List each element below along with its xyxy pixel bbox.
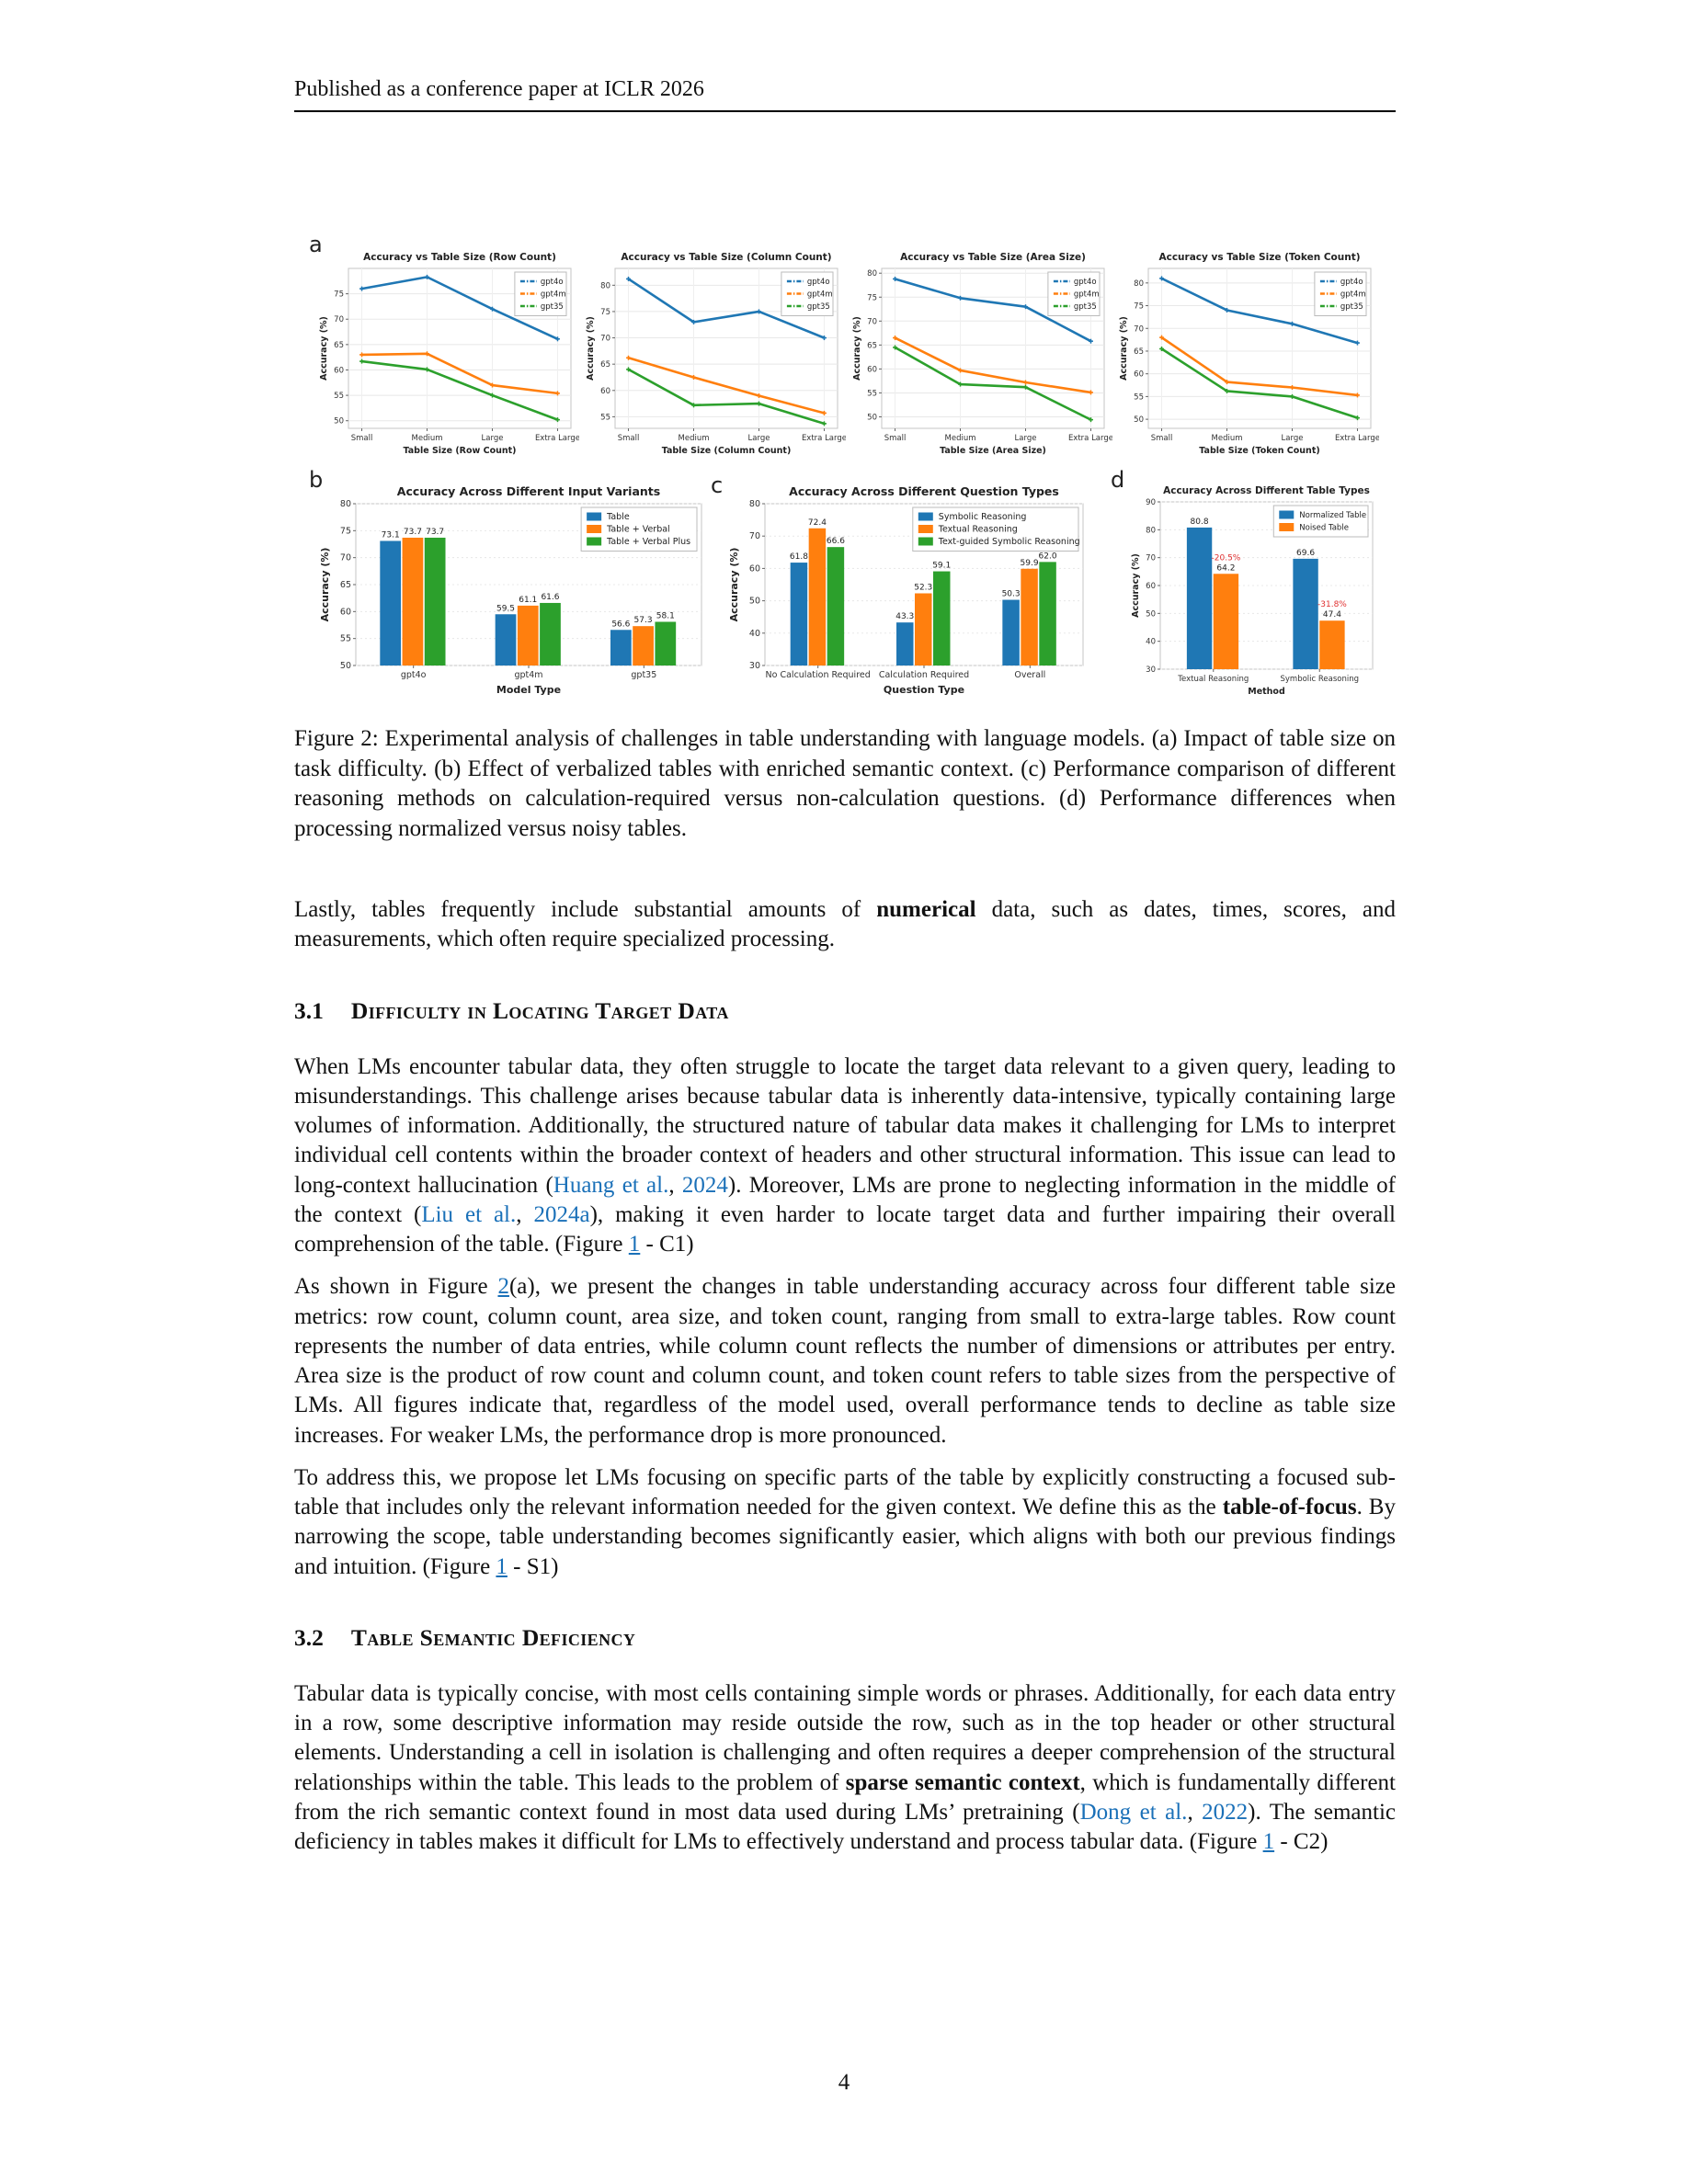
svg-text:Accuracy Across Different Inpu: Accuracy Across Different Input Variants — [396, 484, 661, 498]
text-segment: sparse semantic context — [845, 1769, 1080, 1795]
svg-text:70: 70 — [748, 531, 760, 542]
svg-text:75: 75 — [339, 526, 351, 537]
svg-text:60: 60 — [748, 563, 760, 574]
svg-text:Extra Large: Extra Large — [534, 434, 579, 443]
svg-text:69.6: 69.6 — [1296, 548, 1316, 558]
svg-text:55: 55 — [334, 392, 344, 402]
svg-text:75: 75 — [600, 307, 610, 317]
svg-text:66.6: 66.6 — [826, 537, 845, 547]
svg-text:65: 65 — [1134, 347, 1144, 357]
svg-text:80: 80 — [600, 281, 610, 291]
chart-canvas-token-count — [1117, 246, 1379, 460]
svg-text:80: 80 — [1134, 279, 1144, 289]
svg-text:65: 65 — [600, 360, 610, 370]
svg-text:73.1: 73.1 — [381, 530, 400, 540]
text-segment: , which is fundamentally different from the rich semantic context found in most data used during LMs’ pretraining ( — [294, 1769, 1396, 1825]
svg-text:Table + Verbal: Table + Verbal — [607, 524, 670, 535]
svg-text:Medium: Medium — [678, 434, 710, 443]
chart-accuracy-vs-token-count — [1117, 246, 1379, 460]
figure-ref-link[interactable]: 1 — [1262, 1829, 1275, 1854]
svg-text:30: 30 — [748, 661, 760, 671]
svg-text:75: 75 — [334, 290, 344, 300]
svg-text:Table Size (Token Count): Table Size (Token Count) — [1199, 446, 1320, 456]
text-segment: . By narrowing the scope, table understanding becomes significantly easier, which aligns with both our previous findings and intuition. (Figure — [294, 1495, 1396, 1579]
figure-2-caption — [294, 724, 1396, 844]
svg-text:62.0: 62.0 — [1038, 552, 1057, 562]
chart-canvas-area-size — [850, 246, 1112, 460]
text-segment: Figure 2: Experimental analysis of challenges in table understanding with language models. (a) Impact of table size on task difficulty. (b) Effect of verbalized tables with enriched semantic context. (c) Performance comparison of different reasoning methods on calculation-required versus non-calculation questions. (d) Performance differences when processing normalized versus noisy tables. — [294, 726, 1396, 841]
svg-text:61.1: 61.1 — [519, 595, 538, 605]
svg-text:-20.5%: -20.5% — [1211, 553, 1241, 563]
svg-text:50.3: 50.3 — [1001, 589, 1021, 599]
svg-text:gpt4m: gpt4m — [514, 670, 543, 680]
text-segment: data, such as dates, times, scores, and measurements, which often require specialized processing. — [294, 897, 1396, 952]
svg-text:60: 60 — [600, 386, 610, 396]
svg-text:Symbolic Reasoning: Symbolic Reasoning — [938, 512, 1027, 522]
svg-text:61.6: 61.6 — [541, 592, 560, 602]
svg-text:30: 30 — [1146, 665, 1156, 675]
svg-text:Symbolic Reasoning: Symbolic Reasoning — [1280, 675, 1360, 684]
running-head: Published as a conference paper at ICLR 2026 — [294, 77, 704, 101]
svg-text:Table: Table — [607, 512, 630, 522]
svg-text:gpt4m: gpt4m — [540, 290, 566, 300]
svg-text:Text-guided Symbolic Reasoning: Text-guided Symbolic Reasoning — [938, 537, 1080, 547]
svg-text:70: 70 — [1134, 324, 1144, 335]
svg-text:65: 65 — [339, 580, 351, 590]
header-rule — [294, 110, 1396, 112]
text-segment: table-of-focus — [1222, 1495, 1357, 1519]
svg-text:73.7: 73.7 — [403, 527, 422, 537]
svg-text:gpt35: gpt35 — [631, 670, 657, 680]
svg-text:gpt35: gpt35 — [1340, 302, 1363, 312]
svg-text:73.7: 73.7 — [426, 527, 445, 537]
svg-text:Large: Large — [1281, 434, 1304, 443]
page-number: 4 — [838, 2070, 850, 2095]
svg-text:Textual Reasoning: Textual Reasoning — [938, 524, 1018, 535]
section-title: Table Semantic Deficiency — [350, 1623, 636, 1651]
chart-canvas-input-variants — [317, 480, 713, 700]
svg-text:55: 55 — [867, 389, 877, 399]
text-segment: Tabular data is typically concise, with most cells containing simple words or phrases. Additionally, for each data entry in a row, some descriptive information may reside outside the row, such as in the top header or other structural elements. Understanding a cell in isolation is challenging and often requires a deeper comprehension of the structural relationships within the table. This leads to the problem of — [294, 1680, 1396, 1795]
svg-text:70: 70 — [1146, 553, 1156, 563]
svg-text:Accuracy (%): Accuracy (%) — [319, 316, 329, 381]
svg-text:Accuracy vs Table Size (Token: Accuracy vs Table Size (Token Count) — [1158, 252, 1361, 263]
text-segment: To address this, we propose let LMs focusing on specific parts of the table by explicitly constructing a focused sub-table that includes only the relevant information needed for the given context. We define this as the — [294, 1464, 1396, 1519]
svg-text:75: 75 — [867, 293, 877, 303]
text-segment: , — [668, 1172, 682, 1198]
svg-text:60: 60 — [867, 365, 877, 375]
svg-text:80: 80 — [867, 269, 877, 279]
svg-text:70: 70 — [600, 334, 610, 344]
svg-text:gpt4o: gpt4o — [806, 278, 830, 287]
svg-text:Question Type: Question Type — [883, 684, 965, 696]
text-segment: - C1) — [640, 1232, 694, 1257]
text-segment: Lastly, tables frequently include substantial amounts of — [294, 897, 877, 922]
svg-text:50: 50 — [1146, 609, 1156, 620]
svg-text:50: 50 — [867, 413, 877, 423]
svg-text:47.4: 47.4 — [1322, 610, 1341, 620]
svg-text:Large: Large — [1014, 434, 1037, 443]
figure-ref-link[interactable]: 1 — [628, 1232, 641, 1257]
svg-text:Extra Large: Extra Large — [801, 434, 846, 443]
svg-text:Accuracy vs Table Size (Row Co: Accuracy vs Table Size (Row Count) — [363, 252, 556, 263]
svg-text:Medium: Medium — [1211, 434, 1243, 443]
svg-text:50: 50 — [748, 596, 760, 607]
citation-link[interactable]: Huang et al. — [553, 1172, 669, 1198]
text-segment: When LMs encounter tabular data, they often struggle to locate the target data relevant to a given query, leading to misunderstandings. This challenge arises because tabular data is inherently data-intensive, typically containing large volumes of information. Additionally, the structured nature of tabular data makes it challenging for LMs to interpret individual cell contents within the broader context of headers and other structural information. This issue can lead to long-context hallucination ( — [294, 1053, 1396, 1198]
svg-text:59.5: 59.5 — [496, 604, 516, 614]
section-number: 3.2 — [294, 1623, 324, 1651]
panel-label-b: b — [309, 467, 324, 493]
chart-canvas-table-types — [1129, 480, 1381, 700]
svg-text:gpt35: gpt35 — [540, 302, 564, 312]
svg-text:80: 80 — [748, 499, 760, 509]
citation-link[interactable]: 2022 — [1202, 1799, 1249, 1825]
paragraph-3-1-c — [294, 1463, 1396, 1582]
svg-text:80: 80 — [1146, 526, 1156, 536]
svg-text:gpt35: gpt35 — [806, 302, 830, 312]
chart-accuracy-vs-column-count — [584, 246, 846, 460]
svg-text:80.8: 80.8 — [1190, 517, 1209, 527]
svg-text:Table Size (Row Count): Table Size (Row Count) — [403, 446, 517, 456]
svg-text:Medium: Medium — [411, 434, 443, 443]
svg-text:No Calculation Required: No Calculation Required — [765, 670, 871, 680]
svg-text:40: 40 — [1146, 637, 1156, 647]
text-segment: As shown in Figure — [294, 1274, 498, 1300]
svg-text:Accuracy Across Different Tabl: Accuracy Across Different Table Types — [1163, 485, 1370, 496]
chart-canvas-column-count — [584, 246, 846, 460]
text-segment: , — [1187, 1799, 1203, 1825]
text-segment: - S1) — [507, 1553, 559, 1579]
text-segment: numerical — [876, 897, 976, 922]
page-content — [294, 0, 1396, 1870]
svg-text:Accuracy (%): Accuracy (%) — [1131, 553, 1141, 618]
figure-2 — [294, 230, 1396, 702]
svg-text:59.9: 59.9 — [1020, 558, 1039, 568]
svg-text:gpt4o: gpt4o — [1340, 278, 1363, 287]
svg-text:Small: Small — [617, 434, 640, 443]
paragraph-3-1-b — [294, 1272, 1396, 1450]
svg-text:50: 50 — [339, 661, 351, 671]
svg-text:Table Size (Column Count): Table Size (Column Count) — [661, 446, 792, 456]
svg-text:Accuracy Across Different Ques: Accuracy Across Different Question Types — [789, 484, 1059, 498]
svg-text:Method: Method — [1248, 687, 1285, 697]
svg-text:55: 55 — [1134, 392, 1144, 403]
svg-text:50: 50 — [1134, 415, 1144, 426]
svg-text:52.3: 52.3 — [914, 583, 933, 593]
section-number: 3.1 — [294, 996, 324, 1024]
svg-text:70: 70 — [867, 317, 877, 327]
svg-text:43.3: 43.3 — [895, 612, 915, 622]
svg-text:40: 40 — [748, 628, 760, 639]
citation-link[interactable]: 2024 — [681, 1172, 728, 1198]
panel-label-c: c — [711, 472, 724, 498]
svg-text:Medium: Medium — [944, 434, 976, 443]
paragraph-lastly — [294, 895, 1396, 955]
chart-input-variants — [317, 480, 713, 700]
svg-text:gpt4o: gpt4o — [540, 278, 564, 287]
svg-text:gpt35: gpt35 — [1073, 302, 1097, 312]
svg-text:gpt4o: gpt4o — [400, 670, 427, 680]
paragraph-3-1-a — [294, 1052, 1396, 1260]
svg-text:72.4: 72.4 — [807, 518, 827, 528]
svg-text:Small: Small — [1150, 434, 1173, 443]
svg-text:gpt4m: gpt4m — [806, 290, 833, 300]
svg-text:60: 60 — [339, 607, 351, 618]
citation-link[interactable]: Liu et al. — [421, 1201, 517, 1227]
section-heading-3-2 — [294, 1624, 1396, 1652]
svg-text:50: 50 — [334, 416, 344, 427]
svg-text:Extra Large: Extra Large — [1334, 434, 1379, 443]
svg-text:Accuracy (%): Accuracy (%) — [319, 547, 331, 622]
svg-text:Accuracy (%): Accuracy (%) — [1119, 316, 1129, 381]
svg-text:Large: Large — [481, 434, 504, 443]
svg-text:Accuracy (%): Accuracy (%) — [852, 316, 862, 381]
svg-text:Textual Reasoning: Textual Reasoning — [1178, 675, 1249, 684]
svg-text:Small: Small — [350, 434, 373, 443]
svg-text:Calculation Required: Calculation Required — [878, 670, 970, 680]
chart-canvas-row-count — [317, 246, 579, 460]
svg-text:56.6: 56.6 — [611, 620, 631, 630]
svg-text:59.1: 59.1 — [932, 561, 952, 571]
panel-label-d: d — [1111, 467, 1125, 493]
svg-text:75: 75 — [1134, 301, 1144, 312]
svg-text:90: 90 — [1146, 498, 1156, 507]
svg-text:60: 60 — [1146, 582, 1156, 591]
svg-text:Overall: Overall — [1014, 670, 1046, 680]
svg-text:Large: Large — [747, 434, 770, 443]
svg-text:61.8: 61.8 — [789, 552, 808, 563]
text-segment: ), making it even harder to locate target data and further impairing their overall comprehension of the table. (Figure — [294, 1201, 1396, 1257]
svg-text:Accuracy vs Table Size (Column: Accuracy vs Table Size (Column Count) — [621, 252, 832, 263]
text-segment: ). Moreover, LMs are prone to neglecting information in the middle of the context ( — [294, 1172, 1397, 1227]
chart-accuracy-vs-row-count — [317, 246, 579, 460]
svg-text:Table Size (Area Size): Table Size (Area Size) — [940, 446, 1046, 456]
svg-text:Table + Verbal Plus: Table + Verbal Plus — [607, 537, 691, 547]
chart-table-types — [1129, 480, 1381, 700]
svg-text:gpt4o: gpt4o — [1073, 278, 1097, 287]
svg-text:55: 55 — [600, 413, 610, 423]
svg-text:Small: Small — [884, 434, 907, 443]
text-segment: , — [516, 1201, 534, 1227]
svg-text:Accuracy (%): Accuracy (%) — [586, 316, 596, 381]
svg-text:gpt4m: gpt4m — [1340, 290, 1366, 300]
citation-link[interactable]: 2024a — [533, 1201, 590, 1227]
svg-text:Accuracy (%): Accuracy (%) — [728, 547, 740, 622]
svg-text:57.3: 57.3 — [633, 616, 653, 626]
svg-text:80: 80 — [339, 499, 351, 509]
citation-link[interactable]: Dong et al. — [1079, 1799, 1188, 1825]
section-title: Difficulty in Locating Target Data — [350, 996, 729, 1024]
svg-text:Normalized Table: Normalized Table — [1299, 511, 1367, 520]
svg-text:Extra Large: Extra Large — [1067, 434, 1112, 443]
svg-text:-31.8%: -31.8% — [1317, 600, 1347, 610]
text-segment: ). The semantic deficiency in tables makes it difficult for LMs to effectively understand and process tabular data. (Figure — [294, 1799, 1396, 1854]
panel-label-a: a — [309, 232, 323, 257]
figure-ref-link[interactable]: 2 — [497, 1274, 509, 1300]
figure-ref-link[interactable]: 1 — [496, 1553, 508, 1579]
svg-text:64.2: 64.2 — [1216, 563, 1236, 574]
svg-text:60: 60 — [334, 366, 344, 376]
svg-text:65: 65 — [334, 340, 344, 350]
paragraph-3-2-a — [294, 1679, 1396, 1858]
svg-text:Accuracy vs Table Size (Area S: Accuracy vs Table Size (Area Size) — [900, 252, 1086, 263]
svg-text:65: 65 — [867, 341, 877, 351]
chart-canvas-question-types — [726, 480, 1094, 700]
svg-text:Model Type: Model Type — [496, 684, 562, 696]
svg-text:70: 70 — [334, 315, 344, 325]
svg-text:58.1: 58.1 — [656, 611, 675, 621]
chart-accuracy-vs-area-size — [850, 246, 1112, 460]
svg-text:70: 70 — [339, 552, 351, 563]
svg-text:55: 55 — [339, 633, 351, 644]
svg-text:Noised Table: Noised Table — [1299, 523, 1349, 533]
chart-question-types — [726, 480, 1094, 700]
text-segment: (a), we present the changes in table understanding accuracy across four different table size metrics: row count, column count, area size, and token count, ranging from small to extra-large tables. Row count represents the number of data entries, while column count reflects the number of dimensions or attributes per entry. Area size is the product of row count and column count, and token count refers to table sizes from the perspective of LMs. All figures indicate that, regardless of the model used, overall performance tends to decline as table size increases. For weaker LMs, the performance drop is more pronounced. — [294, 1274, 1396, 1448]
svg-text:60: 60 — [1134, 370, 1144, 380]
section-heading-3-1 — [294, 997, 1396, 1025]
text-segment: - C2) — [1274, 1829, 1329, 1854]
svg-text:gpt4m: gpt4m — [1073, 290, 1100, 300]
